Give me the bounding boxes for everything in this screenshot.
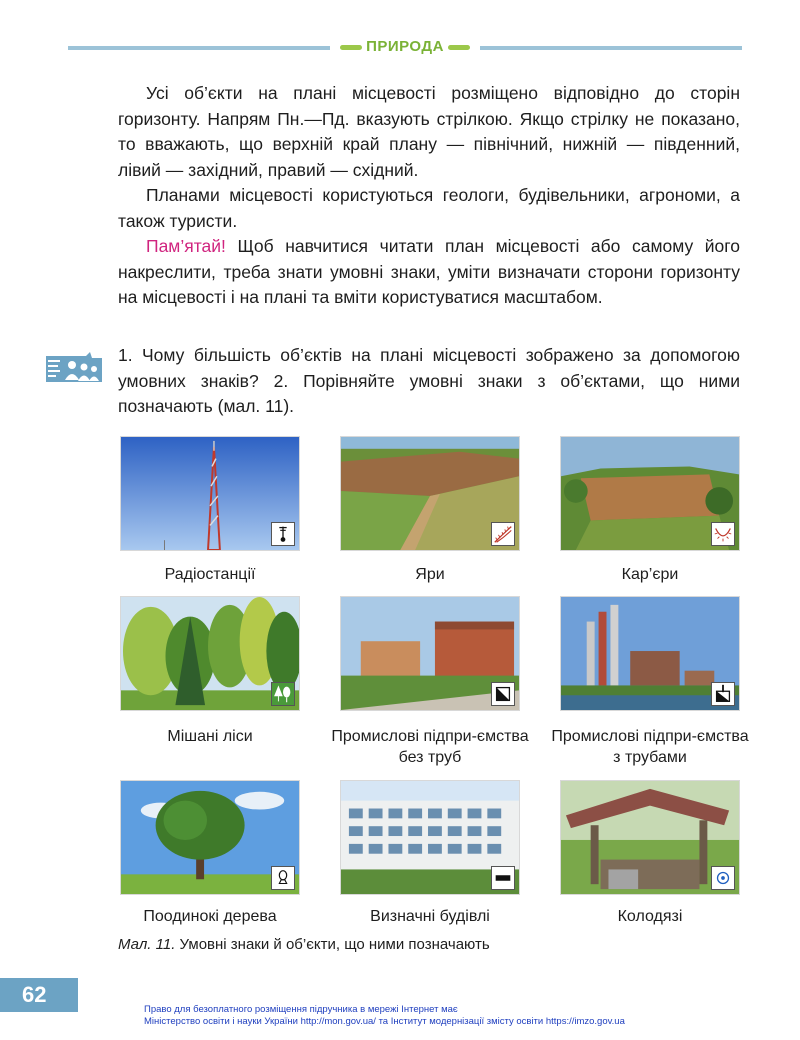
photo-factory-with-chimneys (560, 596, 740, 711)
paragraph: Усі об’єкти на плані місцевості розміщено відповідно до сторін горизонту. Напрям Пн.—Пд. вказують стрілкою. Якщо стрілку не показано, то вважають, що верхній край плану — північний, нижній — південний, лівий — західний, правий — східний. (118, 83, 740, 180)
group-work-icon (46, 352, 102, 384)
photo-radio-station (120, 436, 300, 551)
caption-radio-stations: Радіостанції (164, 566, 256, 583)
remember-label: Пам’ятай! (146, 236, 226, 256)
factory-no-chimney-sign-icon (491, 682, 515, 706)
header-rule-left (68, 46, 330, 50)
footer-line-1: Право для безоплатного розміщення підручника в мережі Інтернет має (144, 1004, 458, 1015)
notable-building-sign-icon (491, 866, 515, 890)
caption-factories-with-chimneys: Промислові підпри-ємства з трубами (551, 728, 749, 766)
remember-paragraph (118, 234, 740, 311)
body-text (118, 81, 740, 311)
factory-chimney-sign-icon (711, 682, 735, 706)
figure-label: Мал. 11. (118, 936, 176, 953)
leaf-ornament-icon (448, 45, 470, 50)
header-rule-right (480, 46, 742, 50)
remember-text: Щоб навчитися читати план місцевості або самому його накреслити, треба знати умовні знаки, уміти визначати сторони горизонту на місцевості і на плані та вміти користуватися масштабом. (118, 236, 740, 307)
page-number: 62 (22, 982, 47, 1007)
photo-mixed-forest (120, 596, 300, 711)
radio-station-sign-icon (271, 522, 295, 546)
figure-caption-text: Умовні знаки й об’єкти, що ними позначають (175, 936, 490, 953)
caption-wells: Колодязі (617, 908, 683, 925)
quarry-sign-icon (711, 522, 735, 546)
caption-quarries: Кар’єри (621, 566, 679, 583)
photo-notable-building (340, 780, 520, 895)
section-title (330, 38, 480, 55)
task-text: 1. Чому більшість об’єктів на плані місцевості зображено за допомогою умовних знаків? 2. Порівняйте умовні знаки з об’єктами, що ними позначають (мал. 11). (118, 345, 740, 416)
photo-ravine (340, 436, 520, 551)
ravine-sign-icon (491, 522, 515, 546)
figure-caption (118, 936, 490, 953)
footer-note (144, 1004, 625, 1028)
photo-well (560, 780, 740, 895)
photo-factory-no-chimneys (340, 596, 520, 711)
caption-mixed-forests: Мішані ліси (167, 728, 253, 745)
footer-line-2: Міністерство освіти і науки України http://mon.gov.ua/ та Інститут модернізації змісту освіти https://imzo.gov.ua (144, 1016, 625, 1027)
photo-single-tree (120, 780, 300, 895)
caption-ravines: Яри (415, 566, 445, 583)
paragraph: Планами місцевості користуються геологи, будівельники, агрономи, а також туристи. (118, 185, 740, 231)
photo-quarry (560, 436, 740, 551)
leaf-ornament-icon (340, 45, 362, 50)
caption-factories-without-chimneys: Промислові підпри-ємства без труб (331, 728, 529, 766)
caption-notable-buildings: Визначні будівлі (370, 908, 490, 925)
single-tree-sign-icon (271, 866, 295, 890)
section-title-text: ПРИРОДА (366, 38, 444, 55)
mixed-forest-sign-icon (271, 682, 295, 706)
caption-single-trees: Поодинокі дерева (143, 908, 277, 925)
well-sign-icon (711, 866, 735, 890)
